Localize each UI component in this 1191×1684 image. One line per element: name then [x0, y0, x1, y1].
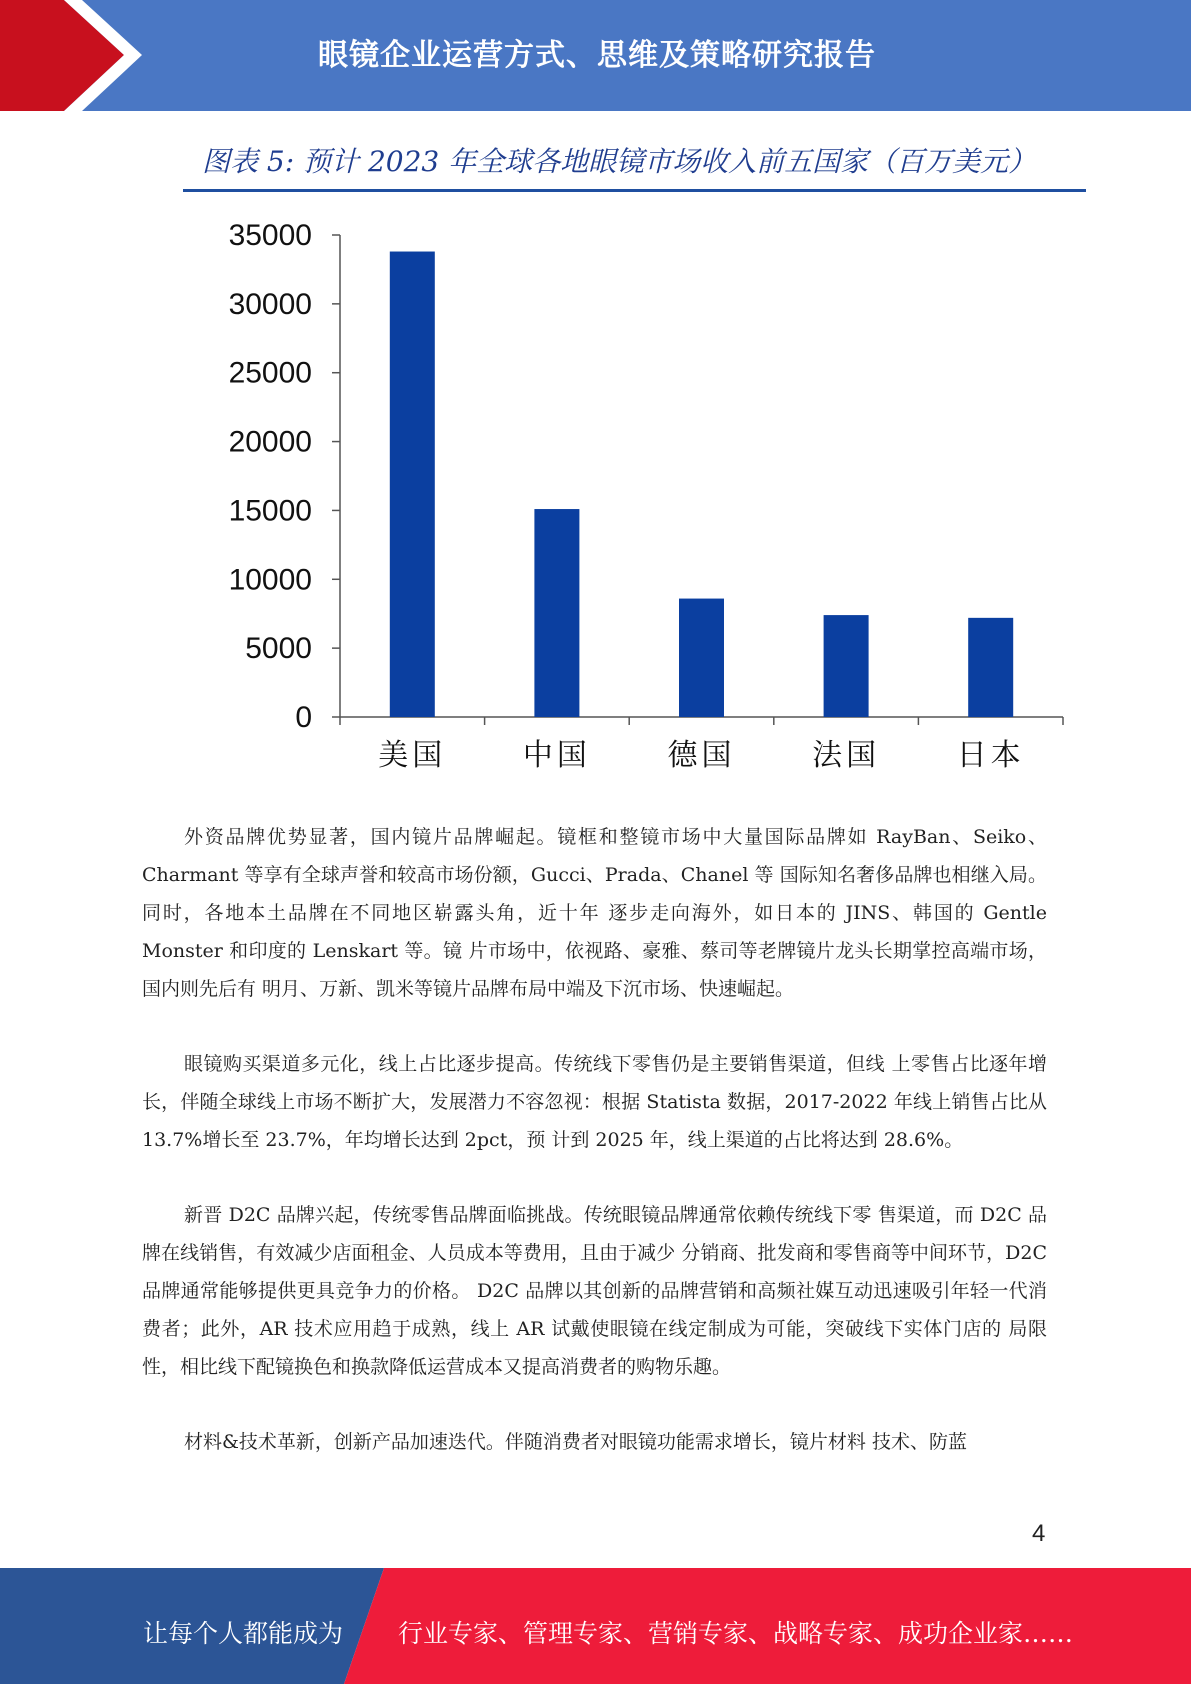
y-tick-label: 30000 [228, 287, 312, 321]
bar-1 [390, 252, 435, 717]
paragraph-4: 材料&技术革新，创新产品加速迭代。伴随消费者对眼镜功能需求增长，镜片材料 技术、防蓝 [184, 1431, 967, 1453]
figure-caption: 图表 5: 预计 2023 年全球各地眼镜市场收入前五国家（百万美元） [202, 145, 1037, 178]
y-tick-label: 5000 [245, 632, 312, 666]
x-category-label: 中国 [522, 738, 591, 773]
footer-slogan-left: 让每个人都能成为 [143, 1619, 344, 1648]
y-tick-label: 35000 [228, 219, 312, 252]
x-category-label: 德国 [667, 738, 736, 773]
report-title: 眼镜企业运营方式、思维及策略研究报告 [318, 38, 876, 73]
x-category-label: 日本 [956, 738, 1025, 773]
paragraph-1: 外资品牌优势显著，国内镜片品牌崛起。镜框和整镜市场中大量国际品牌如 RayBan、Seiko、Charmant 等享有全球声誉和较高市场份额，Gucci、Prada、Chanel 等 国际知名奢侈品牌也相继入局。同时，各地本土品牌在不同地区崭露头角，近十年 逐步走向海外，如日本的 JINS、韩国的 Gentle Monster 和印度的 Lenskart 等。镜 片市场中，依视路、豪雅、蔡司等老牌镜片龙头长期掌控高端市场，国内则先后有 明月、万新、凯米等镜片品牌布局中端及下沉市场、快速崛起。 [142, 826, 1047, 1000]
caption-divider [183, 189, 1086, 192]
bar-2 [534, 509, 579, 717]
header-band [0, 0, 1191, 111]
y-tick-label: 20000 [228, 425, 312, 459]
y-tick-label: 25000 [228, 356, 312, 390]
paragraph-2: 眼镜购买渠道多元化，线上占比逐步提高。传统线下零售仍是主要销售渠道，但线 上零售占比逐年增长，伴随全球线上市场不断扩大，发展潜力不容忽视：根据 Statista 数据，2017-2022 年线上销售占比从 13.7%增长至 23.7%，年均增长达到 2pct，预 计到 2025 年，线上渠道的占比将达到 28.6%。 [142, 1053, 1047, 1151]
x-category-label: 美国 [378, 738, 447, 773]
footer-slogan-right: 行业专家、管理专家、营销专家、战略专家、成功企业家…… [398, 1619, 1074, 1648]
paragraph-3: 新晋 D2C 品牌兴起，传统零售品牌面临挑战。传统眼镜品牌通常依赖传统线下零 售渠道，而 D2C 品牌在线销售，有效减少店面租金、人员成本等费用，且由于减少 分销商、批发商和零售商等中间环节，D2C 品牌通常能够提供更具竞争力的价格。 D2C 品牌以其创新的品牌营销和高频社媒互动迅速吸引年轻一代消费者；此外，AR 技术应用趋于成熟，线上 AR 试戴使眼镜在线定制成为可能，突破线下实体门店的 局限性，相比线下配镜换色和换款降低运营成本又提高消费者的购物乐趣。 [142, 1204, 1047, 1378]
x-category-label: 法国 [812, 738, 881, 773]
y-tick-label: 0 [295, 701, 312, 734]
page-number: 4 [1032, 1520, 1046, 1547]
bar-3 [679, 599, 724, 717]
bar-5 [968, 618, 1013, 717]
y-tick-label: 15000 [228, 494, 312, 528]
body-text [142, 818, 1047, 1461]
bar-chart [200, 205, 1080, 785]
y-tick-label: 10000 [228, 563, 312, 597]
bar-4 [824, 615, 869, 717]
header-arrow-graphic [0, 0, 150, 111]
